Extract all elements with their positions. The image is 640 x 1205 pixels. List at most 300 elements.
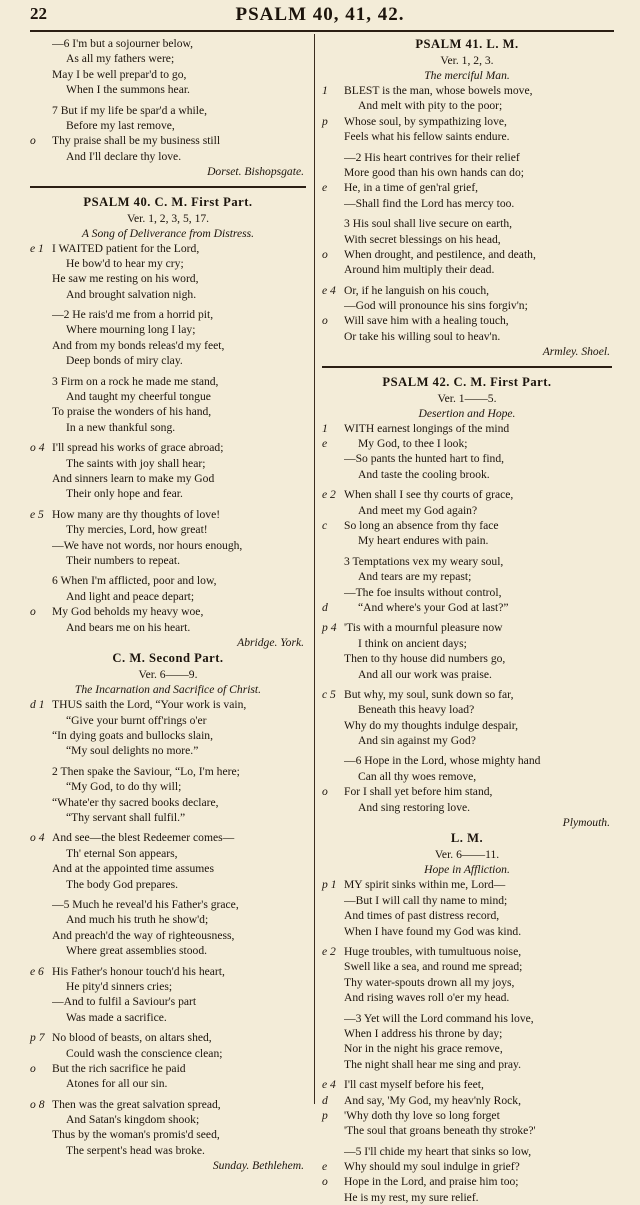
dynamic-marker [322, 216, 344, 231]
dynamic-marker [322, 150, 344, 165]
hymn-line [322, 620, 612, 635]
dynamic-marker [30, 897, 52, 912]
hymn-line-text: He is my rest, my sure relief. [344, 1190, 479, 1204]
dynamic-marker [322, 451, 344, 466]
dynamic-marker: d [322, 600, 328, 614]
hymn-line [30, 118, 306, 133]
hymn-line [322, 451, 612, 466]
hymn-line-text: Or take his willing soul to heav'n. [344, 329, 501, 343]
dynamic-marker [30, 795, 52, 810]
dynamic-marker: o [30, 134, 36, 148]
psalm-40-part2-hymn [30, 697, 306, 1158]
dynamic-marker [30, 553, 52, 568]
hymn-line-text: When shall I see thy courts of grace, [344, 488, 514, 502]
hymn-line-text: And tears are my repast; [358, 570, 472, 584]
hymn-line-text: And Satan's kingdom shook; [66, 1113, 200, 1127]
hymn-line-text: May I be well prepar'd to go, [52, 67, 187, 81]
hymn-line [322, 800, 612, 815]
hymn-line [30, 287, 306, 302]
hymn-line-text: Swell like a sea, and round me spread; [344, 960, 523, 974]
dynamic-marker [30, 573, 52, 588]
psalm-41-verses: Ver. 1, 2, 3. [440, 54, 494, 67]
hymn-line-text: 3 Firm on a rock he made me stand, [52, 374, 219, 388]
hymn-line-text: When drought, and pestilence, and death, [344, 247, 536, 261]
hymn-line [30, 743, 306, 758]
hymn-line [322, 784, 612, 799]
dynamic-marker [30, 943, 52, 958]
dynamic-marker [322, 1057, 344, 1072]
hymn-line [322, 667, 612, 682]
dynamic-marker [30, 522, 52, 537]
hymn-line [322, 1026, 612, 1041]
hymn-line [30, 241, 306, 256]
hymn-line-text: —We have not words, nor hours enough, [52, 538, 243, 552]
hymn-line [322, 262, 612, 277]
dynamic-marker: p [322, 114, 328, 128]
tune-attribution: Sunday. Bethlehem. [212, 1159, 304, 1173]
hymn-line-text: —6 I'm but a sojourner below, [52, 37, 194, 50]
dynamic-marker [30, 1127, 52, 1142]
page-header: PSALM 40, 41, 42. [235, 4, 405, 25]
hymn-line-text: —But I will call thy name to mind; [344, 893, 508, 907]
dynamic-marker [322, 718, 344, 733]
tune-attribution: Abridge. York. [237, 635, 304, 649]
hymn-line [322, 283, 612, 298]
hymn-line [322, 687, 612, 702]
hymn-line [322, 1057, 612, 1072]
hymn-line-text: And taught my cheerful tongue [66, 390, 211, 404]
hymn-line [30, 897, 306, 912]
hymn-line [322, 313, 612, 328]
hymn-line-text: Could wash the conscience clean; [66, 1046, 223, 1060]
hymn-line [30, 538, 306, 553]
column-divider [314, 34, 315, 1104]
hymn-line [30, 877, 306, 892]
psalm-40-part2-subject: The Incarnation and Sacrifice of Christ. [74, 683, 262, 697]
hymn-line-text: In a new thankful song. [66, 420, 176, 434]
hymn-line-text: I'll spread his works of grace abroad; [52, 441, 224, 455]
dynamic-marker: e 4 [322, 283, 336, 297]
dynamic-marker [30, 912, 52, 927]
psalm-39-continuation [30, 36, 306, 164]
hymn-line [30, 256, 306, 271]
hymn-line [322, 959, 612, 974]
hymn-line-text: BLEST is the man, whose bowels move, [344, 84, 533, 97]
section-rule [30, 186, 306, 188]
hymn-line-text: “My soul delights no more.” [66, 744, 199, 758]
dynamic-marker [30, 846, 52, 861]
dynamic-marker [322, 165, 344, 180]
hymn-line [30, 1076, 306, 1091]
hymn-line [30, 713, 306, 728]
hymn-line [30, 1112, 306, 1127]
hymn-line-text: 7 But if my life be spar'd a while, [52, 103, 208, 117]
dynamic-marker: o [322, 247, 328, 261]
dynamic-marker [322, 959, 344, 974]
hymn-line [30, 928, 306, 943]
dynamic-marker [30, 1112, 52, 1127]
psalm-42-lm-title: L. M. [450, 831, 484, 846]
hymn-line [30, 149, 306, 164]
dynamic-marker: e 6 [30, 964, 44, 978]
hymn-line-text: The serpent's head was broke. [66, 1143, 205, 1157]
hymn-line-text: Hope in the Lord, and praise him too; [344, 1175, 519, 1189]
psalm-40-title: PSALM 40. C. M. First Part. [83, 194, 253, 209]
hymn-line [30, 420, 306, 435]
dynamic-marker [30, 149, 52, 164]
dynamic-marker: o 8 [30, 1097, 45, 1111]
hymn-line-text: Atones for all our sin. [66, 1077, 168, 1091]
dynamic-marker: 1 [322, 84, 328, 97]
hymn-line-text: Will save him with a healing touch, [344, 314, 509, 328]
hymn-line [322, 232, 612, 247]
hymn-line [30, 67, 306, 82]
hymn-line-text: My God beholds my heavy woe, [52, 605, 204, 619]
hymn-line-text: And at the appointed time assumes [52, 862, 214, 876]
dynamic-marker: p 4 [322, 621, 337, 635]
hymn-line [30, 994, 306, 1009]
dynamic-marker [322, 262, 344, 277]
hymn-line [30, 697, 306, 712]
hymn-line-text: Then was the great salvation spread, [52, 1097, 221, 1111]
hymn-line-text: “Whate'er thy sacred books declare, [52, 795, 219, 809]
hymn-line-text: Can all thy woes remove, [358, 769, 477, 783]
hymn-line-text: His Father's honour touch'd his heart, [52, 964, 225, 978]
hymn-line-text: —The foe insults without control, [344, 585, 502, 599]
dynamic-marker [30, 338, 52, 353]
dynamic-marker: p 7 [30, 1031, 45, 1045]
dynamic-marker [322, 1144, 344, 1159]
hymn-line [30, 353, 306, 368]
hymn-line-text: He, in a time of gen'ral grief, [344, 181, 479, 195]
dynamic-marker [322, 1190, 344, 1205]
hymn-line-text: “And where's your God at last?” [358, 600, 509, 614]
hymn-line [322, 877, 612, 892]
dynamic-marker [322, 924, 344, 939]
hymn-line-text: 3 His soul shall live secure on earth, [344, 217, 513, 231]
hymn-line-text: Deep bonds of miry clay. [66, 354, 183, 368]
hymn-line [30, 271, 306, 286]
hymn-line-text: —And to fulfil a Saviour's part [52, 995, 197, 1009]
dynamic-marker [30, 713, 52, 728]
hymn-line-text: Whose soul, by sympathizing love, [344, 114, 507, 128]
hymn-line [30, 979, 306, 994]
hymn-line [322, 1011, 612, 1026]
hymn-line-text: Huge troubles, with tumultuous noise, [344, 945, 522, 958]
dynamic-marker [30, 389, 52, 404]
hymn-line-text: 'Why doth thy love so long forget [344, 1108, 500, 1122]
hymn-line-text: —3 Yet will the Lord command his love, [344, 1011, 534, 1025]
dynamic-marker [30, 374, 52, 389]
hymn-line-text: When I the summons hear. [66, 83, 190, 97]
dynamic-marker [322, 651, 344, 666]
dynamic-marker [322, 733, 344, 748]
hymn-line-text: And brought salvation nigh. [66, 287, 197, 301]
psalm-40-subject: A Song of Deliverance from Distress. [81, 226, 255, 240]
hymn-line-text: The night shall hear me sing and pray. [344, 1057, 521, 1071]
hymn-line-text: And preach'd the way of righteousness, [52, 928, 235, 942]
dynamic-marker [322, 753, 344, 768]
left-column [30, 36, 306, 1174]
hymn-line-text: Thus by the woman's promis'd seed, [52, 1128, 220, 1142]
hymn-line-text: And meet my God again? [358, 503, 478, 517]
psalm-40-part2-title: C. M. Second Part. [112, 651, 224, 666]
hymn-line [322, 990, 612, 1005]
hymn-line [322, 503, 612, 518]
dynamic-marker: o 4 [30, 831, 45, 845]
hymn-line-text: 'The soul that groans beneath thy stroke?' [344, 1124, 536, 1138]
hymn-line-text: For I shall yet before him stand, [344, 785, 493, 799]
hymn-line-text: And much his truth he show'd; [66, 913, 209, 927]
dynamic-marker [322, 769, 344, 784]
hymn-line [322, 733, 612, 748]
hymn-line-text: Thy praise shall be my business still [52, 134, 221, 148]
hymn-line [322, 467, 612, 482]
hymn-line [30, 1097, 306, 1112]
dynamic-marker [322, 98, 344, 113]
hymn-line-text: Where mourning long I lay; [66, 323, 196, 337]
hymn-line [30, 1046, 306, 1061]
dynamic-marker [30, 538, 52, 553]
hymn-line [322, 487, 612, 502]
hymn-line-text: And all our work was praise. [358, 667, 492, 681]
hymn-line-text: —6 Hope in the Lord, whose mighty hand [344, 754, 541, 768]
hymn-line-text: And rising waves roll o'er my head. [344, 991, 510, 1005]
hymn-line-text: Their numbers to repeat. [66, 553, 180, 567]
hymn-line [30, 810, 306, 825]
hymn-line-text: Feels what his fellow saints endure. [344, 130, 510, 144]
hymn-line [322, 1093, 612, 1108]
dynamic-marker [30, 287, 52, 302]
hymn-line [322, 600, 612, 615]
dynamic-marker [322, 636, 344, 651]
hymn-line-text: And times of past distress record, [344, 909, 500, 923]
hymn-line [322, 1159, 612, 1174]
hymn-line-text: I think on ancient days; [358, 636, 467, 650]
psalm-41-title: PSALM 41. L. M. [415, 37, 519, 51]
hymn-line-text: But the rich sacrifice he paid [52, 1061, 186, 1075]
psalm-42-lm-verses: Ver. 6——11. [434, 848, 500, 862]
dynamic-marker [322, 1123, 344, 1138]
psalm-40-verses: Ver. 1, 2, 3, 5, 17. [126, 211, 210, 225]
tune-attribution: Dorset. Bishopsgate. [207, 165, 304, 179]
hymn-line-text: I'll cast myself before his feet, [344, 1078, 484, 1092]
psalm-42-lm-subject: Hope in Affliction. [424, 863, 510, 877]
hymn-line-text: MY spirit sinks within me, Lord— [344, 878, 506, 892]
hymn-line-text: No blood of beasts, on altars shed, [52, 1031, 212, 1045]
hymn-line-text: —God will pronounce his sins forgiv'n; [344, 299, 528, 313]
psalm-42-hymn [322, 421, 612, 815]
dynamic-marker [322, 569, 344, 584]
hymn-line [322, 329, 612, 344]
dynamic-marker [30, 67, 52, 82]
hymn-line-text: With secret blessings on his head, [344, 232, 501, 246]
hymn-line [30, 440, 306, 455]
hymn-line [322, 114, 612, 129]
dynamic-marker [30, 353, 52, 368]
hymn-line [322, 569, 612, 584]
hymn-line [322, 975, 612, 990]
hymn-line-text: —2 His heart contrives for their relief [344, 150, 520, 164]
hymn-line [30, 830, 306, 845]
hymn-line [30, 728, 306, 743]
psalm-42-verses: Ver. 1——5. [437, 391, 497, 405]
hymn-line [30, 486, 306, 501]
dynamic-marker [30, 322, 52, 337]
right-column [322, 36, 612, 1205]
dynamic-marker [322, 503, 344, 518]
dynamic-marker [30, 764, 52, 779]
dynamic-marker [30, 271, 52, 286]
hymn-line-text: Thy mercies, Lord, how great! [66, 523, 208, 537]
hymn-line-text: —Shall find the Lord has mercy too. [344, 196, 515, 210]
hymn-line [30, 764, 306, 779]
dynamic-marker: 1 [322, 421, 328, 435]
hymn-line-text: Where great assemblies stood. [66, 944, 208, 958]
hymn-line-text: And say, 'My God, my heav'nly Rock, [344, 1093, 521, 1107]
hymn-line-text: Beneath this heavy load? [358, 703, 475, 717]
hymn-line [30, 779, 306, 794]
hymn-line-text: Th' eternal Son appears, [66, 846, 178, 860]
hymn-line-text: And bears me on his heart. [66, 620, 191, 634]
hymn-line [30, 322, 306, 337]
psalm-40-part2-verses: Ver. 6——9. [138, 668, 198, 682]
hymn-line-text: Why do my thoughts indulge despair, [344, 718, 519, 732]
hymn-line [322, 908, 612, 923]
hymn-line-text: He pity'd sinners cries; [66, 979, 173, 993]
hymn-line-text: 6 When I'm afflicted, poor and low, [52, 574, 217, 588]
hymn-line [322, 1123, 612, 1138]
tune-attribution: Armley. Shoel. [542, 345, 610, 359]
hymn-line-text: I WAITED patient for the Lord, [52, 241, 200, 255]
hymn-line-text: 2 Then spake the Saviour, “Lo, I'm here; [52, 764, 240, 778]
dynamic-marker [30, 589, 52, 604]
hymn-line [322, 98, 612, 113]
hymn-line-text: —5 Much he reveal'd his Father's grace, [52, 898, 239, 911]
section-rule [322, 366, 612, 368]
dynamic-marker [30, 118, 52, 133]
hymn-line [322, 1144, 612, 1159]
dynamic-marker: d [322, 1093, 328, 1107]
dynamic-marker: e 5 [30, 507, 44, 521]
dynamic-marker [322, 533, 344, 548]
dynamic-marker [30, 471, 52, 486]
psalm-42-subject: Desertion and Hope. [418, 406, 516, 420]
dynamic-marker [30, 1010, 52, 1025]
hymn-line-text: So long an absence from thy face [344, 519, 499, 532]
hymn-line [322, 165, 612, 180]
hymn-line-text: And I'll declare thy love. [66, 149, 182, 163]
hymn-line [30, 103, 306, 118]
hymn-line [30, 389, 306, 404]
hymn-line [322, 180, 612, 195]
dynamic-marker [30, 103, 52, 118]
hymn-line [322, 1190, 612, 1205]
psalm-42-title: PSALM 42. C. M. First Part. [382, 374, 552, 389]
hymn-line [322, 924, 612, 939]
hymn-line [30, 374, 306, 389]
hymn-line-text: My heart endures with pain. [358, 534, 489, 548]
hymn-line-text: More good than his own hands can do; [344, 165, 524, 179]
dynamic-marker [30, 979, 52, 994]
hymn-line [30, 861, 306, 876]
hymn-line [322, 944, 612, 959]
dynamic-marker [30, 728, 52, 743]
dynamic-marker [30, 256, 52, 271]
hymn-line [30, 573, 306, 588]
dynamic-marker [322, 129, 344, 144]
hymn-line-text: To praise the wonders of his hand, [52, 405, 212, 419]
hymn-line [322, 247, 612, 262]
dynamic-marker [30, 861, 52, 876]
dynamic-marker [30, 779, 52, 794]
hymn-line [30, 404, 306, 419]
hymn-line-text: “In dying goats and bullocks slain, [52, 729, 213, 743]
hymn-line-text: How many are thy thoughts of love! [52, 507, 221, 521]
dynamic-marker [322, 702, 344, 717]
dynamic-marker [30, 82, 52, 97]
hymn-line [322, 769, 612, 784]
dynamic-marker [322, 893, 344, 908]
dynamic-marker: o [322, 1175, 328, 1189]
hymn-line [30, 912, 306, 927]
hymn-line-text: 'Tis with a mournful pleasure now [344, 621, 503, 635]
hymn-line-text: As all my fathers were; [66, 52, 175, 66]
dynamic-marker [30, 51, 52, 66]
hymn-line-text: The body God prepares. [66, 877, 179, 891]
header-rule [30, 30, 614, 32]
dynamic-marker [322, 1041, 344, 1056]
hymn-line [30, 1127, 306, 1142]
hymn-line-text: He bow'd to hear my cry; [66, 256, 184, 270]
hymn-line [322, 196, 612, 211]
hymn-line [30, 1143, 306, 1158]
hymn-line [322, 651, 612, 666]
dynamic-marker [322, 1026, 344, 1041]
tune-attribution: Plymouth. [562, 816, 610, 830]
psalm-40-hymn [30, 241, 306, 635]
dynamic-marker [322, 800, 344, 815]
hymn-line [322, 718, 612, 733]
hymn-line-text: —So pants the hunted hart to find, [344, 452, 505, 466]
dynamic-marker [30, 620, 52, 635]
hymn-line [30, 1030, 306, 1045]
hymn-line [30, 604, 306, 619]
hymn-line-text: WITH earnest longings of the mind [344, 421, 510, 435]
dynamic-marker [322, 196, 344, 211]
hymn-line-text: 3 Temptations vex my weary soul, [344, 554, 504, 568]
hymn-line-text: And taste the cooling brook. [358, 467, 490, 481]
dynamic-marker [30, 420, 52, 435]
hymn-line-text: Was made a sacrifice. [66, 1010, 167, 1024]
hymn-line-text: THUS saith the Lord, “Your work is vain, [52, 698, 247, 712]
dynamic-marker [322, 585, 344, 600]
hymn-line-text: He saw me resting on his word, [52, 272, 199, 286]
dynamic-marker: o 4 [30, 441, 45, 455]
hymn-line [322, 636, 612, 651]
hymn-line [322, 533, 612, 548]
dynamic-marker [30, 994, 52, 1009]
dynamic-marker: o [30, 605, 36, 619]
dynamic-marker [322, 298, 344, 313]
hymn-line [322, 585, 612, 600]
hymn-line-text: And from my bonds releas'd my feet, [52, 338, 225, 352]
dynamic-marker: e 2 [322, 488, 336, 502]
dynamic-marker [322, 667, 344, 682]
dynamic-marker: c [322, 519, 328, 532]
dynamic-marker [322, 554, 344, 569]
dynamic-marker [30, 36, 52, 51]
